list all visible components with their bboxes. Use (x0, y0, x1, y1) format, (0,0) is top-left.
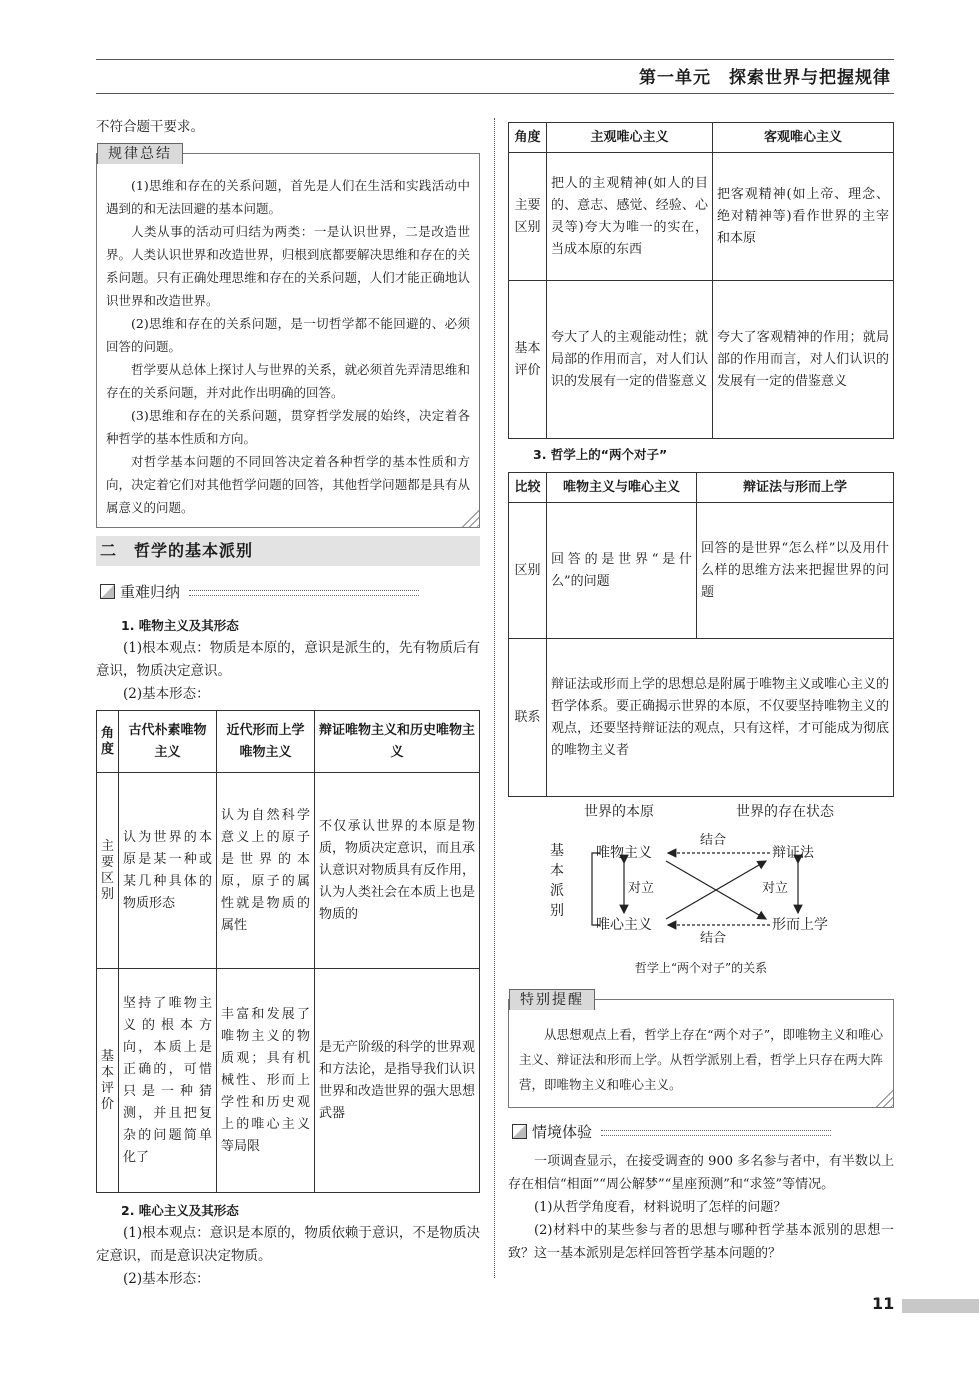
page-number-bar (902, 1299, 979, 1313)
summary-paragraph: 对哲学基本问题的不同回答决定着各种哲学的基本性质和方向，决定着它们对其他哲学问题的回答，其他哲学问题都是具有从属意义的问题。 (106, 454, 470, 515)
paragraph: (2)基本形态： (123, 1271, 210, 1287)
table-cell: 基本评价 (97, 969, 119, 1193)
table-header: 比较 (509, 473, 547, 503)
column-divider (494, 118, 495, 1278)
materialism-table (96, 710, 480, 1193)
table-cell: 区别 (509, 503, 547, 639)
table-cell: 认为世界的本原是某一种或某几种具体的物质形态 (119, 773, 217, 969)
table-cell: 夸大了人的主观能动性；就局部的作用而言，对人们认识的发展有一定的借鉴意义 (547, 281, 713, 439)
label-combine-bottom: 结合 (700, 931, 727, 946)
table-header: 古代朴素唯物主义 (119, 711, 217, 773)
summary-paragraph: (2)思维和存在的关系问题，是一切哲学都不能回避的、必须回答的问题。 (106, 316, 470, 354)
label-combine-top: 结合 (700, 833, 727, 848)
table-header: 辩证唯物主义和历史唯物主义 (315, 711, 480, 773)
node-materialism: 唯物主义 (596, 845, 652, 861)
question-2: (2)材料中的某些参与者的思想与哪种哲学基本派别的思想一致？这一基本派别是怎样回答哲学基本问题的？ (508, 1223, 894, 1261)
header-rule-top (96, 59, 894, 60)
section-title: 二 哲学的基本派别 (96, 536, 480, 566)
table-cell: 把人的主观精神(如人的目的、意志、感觉、经验、心灵等)夸大为唯一的实在，当成本原的东西 (547, 153, 713, 281)
node-dialectics: 辩证法 (772, 845, 814, 861)
table-header: 角度 (97, 711, 119, 773)
remind-tab: 特别提醒 (509, 989, 595, 1010)
summary-paragraph: (1)思维和存在的关系问题，首先是人们在生活和实践活动中遇到的和无法回避的基本问题。 (106, 178, 470, 216)
table-cell: 认为自然科学意义上的原子是世界的本原，原子的属性就是物质的属性 (217, 773, 315, 969)
node-metaphysics: 形而上学 (772, 917, 828, 933)
right-column (508, 122, 894, 1265)
summary-paragraph: 哲学要从总体上探讨人与世界的关系，就必须首先弄清思维和存在的关系问题，并对此作出明确的回答。 (106, 362, 470, 400)
node-idealism: 唯心主义 (596, 917, 652, 933)
scenario-text: 一项调查显示，在接受调查的 900 多名参与者中，有半数以上存在相信“相面”“周公解梦”“星座预测”和“求签”等情况。 (508, 1154, 894, 1192)
header-rule-bottom (96, 93, 894, 94)
table-cell: 辩证法或形而上学的思想总是附属于唯物主义或唯心主义的哲学体系。要正确揭示世界的本原，不仅要坚持唯物主义的观点，还要坚持辩证法的观点，只有这样，才可能成为彻底的唯物主义者 (547, 639, 894, 797)
table-header: 主观唯心主义 (547, 123, 713, 153)
table-header: 近代形而上学唯物主义 (217, 711, 315, 773)
table-header: 客观唯心主义 (713, 123, 894, 153)
two-pairs-diagram (508, 804, 894, 977)
two-pairs-table (508, 472, 894, 797)
table-header: 角度 (509, 123, 547, 153)
summary-paragraph: 人类从事的活动可归结为两类：一是认识世界，二是改造世界。人类认识世界和改造世界，归根到底都要解决思维和存在的关系问题。只有正确处理思维和存在的关系问题，人们才能正确地认识世界和改造世界。 (106, 224, 470, 308)
table-cell: 把客观精神(如上帝、理念、绝对精神等)看作世界的主宰和本原 (713, 153, 894, 281)
table-cell: 丰富和发展了唯物主义的物质观；具有机械性、形而上学性和历史观上的唯心主义等局限 (217, 969, 315, 1193)
sub-heading-label: 情境体验 (532, 1123, 593, 1141)
question-1: (1)从哲学角度看，材料说明了怎样的问题？ (534, 1200, 787, 1215)
label-oppose-right: 对立 (762, 881, 789, 896)
sub-heading (96, 580, 480, 604)
sub-heading-scenario (508, 1120, 894, 1144)
diagram-caption: 哲学上“两个对子”的关系 (634, 961, 768, 975)
idealism-table (508, 122, 894, 439)
intro-line: 不符合题干要求。 (96, 119, 204, 135)
heading-two-pairs: 3. 哲学上的“两个对子” (533, 447, 668, 462)
table-header: 辩证法与形而上学 (697, 473, 894, 503)
table-cell: 不仅承认世界的本原是物质，物质决定意识，而且承认意识对物质具有反作用，认为人类社会在本质上也是物质的 (315, 773, 480, 969)
heading-materialism: 1. 唯物主义及其形态 (121, 618, 239, 633)
label-state: 世界的存在状态 (736, 804, 834, 820)
summary-paragraph: (3)思维和存在的关系问题，贯穿哲学发展的始终，决定着各种哲学的基本性质和方向。 (106, 408, 470, 446)
dotted-rule (189, 590, 419, 596)
square-icon (512, 1124, 527, 1139)
left-column (96, 116, 480, 1291)
table-cell: 基本评价 (509, 281, 547, 439)
table-cell: 回答的是世界“是什么”的问题 (547, 503, 697, 639)
page-number: 11 (872, 1294, 895, 1313)
table-cell: 联系 (509, 639, 547, 797)
square-icon (100, 584, 115, 599)
paragraph: (1)根本观点：意识是本原的，物质依赖于意识，不是物质决定意识，而是意识决定物质。 (96, 1225, 480, 1264)
table-cell: 坚持了唯物主义的根本方向，本质上是正确的，可惜只是一种猜测，并且把复杂的问题简单化了 (119, 969, 217, 1193)
label-basic-schools: 基 本 派 别 (550, 843, 564, 919)
label-oppose-left: 对立 (628, 881, 655, 896)
table-cell: 主要区别 (509, 153, 547, 281)
paragraph: (2)基本形态： (123, 686, 210, 702)
unit-title: 第一单元 探索世界与把握规律 (639, 68, 891, 88)
heading-idealism: 2. 唯心主义及其形态 (121, 1203, 239, 1218)
remind-box (508, 992, 894, 1108)
sub-heading-label: 重难归纳 (120, 583, 181, 601)
remind-text: 从思想观点上看，哲学上存在“两个对子”，即唯物主义和唯心主义、辩证法和形而上学。从哲学派别上看，哲学上只存在两大阵营，即唯物主义和唯心主义。 (519, 1027, 883, 1092)
summary-tab: 规律总结 (97, 143, 183, 164)
table-cell: 是无产阶级的科学的世界观和方法论，是指导我们认识世界和改造世界的强大思想武器 (315, 969, 480, 1193)
table-cell: 夸大了客观精神的作用；就局部的作用而言，对人们认识的发展有一定的借鉴意义 (713, 281, 894, 439)
label-origin: 世界的本原 (584, 804, 654, 820)
summary-box (96, 146, 480, 528)
table-cell: 主要区别 (97, 773, 119, 969)
dotted-rule (601, 1130, 831, 1136)
table-cell: 回答的是世界“怎么样”以及用什么样的思维方法来把握世界的问题 (697, 503, 894, 639)
table-header: 唯物主义与唯心主义 (547, 473, 697, 503)
paragraph: (1)根本观点：物质是本原的，意识是派生的，先有物质后有意识，物质决定意识。 (96, 640, 480, 679)
